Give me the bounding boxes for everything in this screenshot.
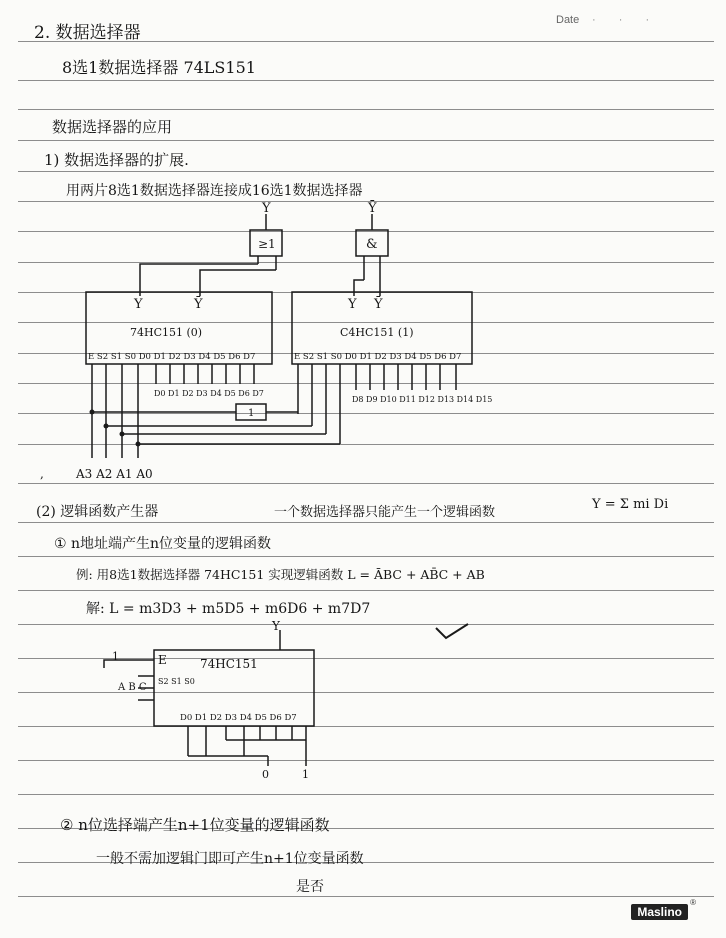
example-text: 例: 用8选1数据选择器 74HC151 实现逻辑函数 L = ĀBC + AB̄C + AB <box>76 567 485 582</box>
function-chip-name: 74HC151 <box>200 657 258 671</box>
inverter-label: 1 <box>248 408 255 419</box>
ruled-line <box>18 109 714 110</box>
item2-text: 一个数据选择器只能产生一个逻辑函数 <box>274 505 496 520</box>
item1-text: 用两片8选1数据选择器连接成16选1数据选择器 <box>66 183 363 199</box>
ruled-line <box>18 658 714 659</box>
minterm-formula: Y = Σ mi Di <box>592 497 669 512</box>
chip0-ybar-label: Ȳ <box>194 297 203 312</box>
item2-heading: (2) 逻辑函数产生器 <box>36 504 159 520</box>
chip1-ybar-label: Ȳ <box>374 297 383 312</box>
chip0-pins: E S2 S1 S0 D0 D1 D2 D3 D4 D5 D6 D7 <box>88 352 256 362</box>
chip1-y-label: Y <box>348 297 357 312</box>
sub2-text: 一般不需加逻辑门即可产生n+1位变量函数 <box>96 851 364 867</box>
ruled-line <box>18 760 714 761</box>
checkmark-icon <box>436 624 468 638</box>
ruled-line <box>18 624 714 625</box>
address-inputs: A3 A2 A1 A0 <box>76 467 153 481</box>
ruled-line <box>18 140 714 141</box>
chip1-pins: E S2 S1 S0 D0 D1 D2 D3 D4 D5 D6 D7 <box>294 352 462 362</box>
note-title: 2. 数据选择器 <box>34 23 141 43</box>
or-gate <box>250 230 282 256</box>
ruled-line <box>18 292 714 293</box>
chip0-name: 74HC151 (0) <box>130 326 203 339</box>
function-select-pins: S2 S1 S0 <box>158 677 195 686</box>
gate-or-label: ≥1 <box>258 237 276 251</box>
chip0-y-label: Y <box>134 297 143 312</box>
ruled-line <box>18 726 714 727</box>
ruled-line <box>18 483 714 484</box>
ruled-line <box>18 201 714 202</box>
function-abc-inputs: A B C <box>118 682 147 693</box>
ruled-line <box>18 692 714 693</box>
ruled-line <box>18 794 714 795</box>
chip1-name: C4HC151 (1) <box>340 326 414 339</box>
function-data-pins: D0 D1 D2 D3 D4 D5 D6 D7 <box>180 713 297 723</box>
ruled-line <box>18 590 714 591</box>
solution-text: 解: L = m3D3 + m5D5 + m6D6 + m7D7 <box>86 601 371 617</box>
ruled-line <box>18 262 714 263</box>
gate-and-label: & <box>366 237 378 252</box>
sub2-heading: ② n位选择端产生n+1位变量的逻辑函数 <box>60 816 330 834</box>
out-y-label: Y <box>262 201 271 216</box>
ruled-line <box>18 896 714 897</box>
ruled-line <box>18 522 714 523</box>
sub1-heading: ① n地址端产生n位变量的逻辑函数 <box>54 536 272 552</box>
ruled-line <box>18 231 714 232</box>
ruled-line <box>18 556 714 557</box>
ruled-line <box>18 171 714 172</box>
date-label: Date <box>556 14 580 26</box>
date-dots: · · · <box>592 14 660 26</box>
comma-mark: , <box>40 467 44 481</box>
function-output-label: Y <box>272 619 280 633</box>
sub2-end: 是否 <box>296 879 324 895</box>
function-high-level: 1 <box>302 768 309 781</box>
section-heading: 数据选择器的应用 <box>52 118 173 136</box>
ruled-line <box>18 322 714 323</box>
ruled-line <box>18 444 714 445</box>
function-enable-label: E <box>158 653 167 667</box>
ruled-line <box>18 353 714 354</box>
chip0-data-inputs: D0 D1 D2 D3 D4 D5 D6 D7 <box>154 389 264 398</box>
brand-logo: Maslino <box>631 904 688 920</box>
out-ybar-label: Ȳ <box>368 201 377 216</box>
registered-mark: ® <box>690 898 696 907</box>
item1-heading: 1) 数据选择器的扩展. <box>44 151 189 169</box>
inverter-gate <box>236 404 266 420</box>
mux-chip-function <box>154 650 314 726</box>
note-subtitle: 8选1数据选择器 74LS151 <box>62 58 256 77</box>
ruled-line <box>18 80 714 81</box>
chip1-data-inputs: D8 D9 D10 D11 D12 D13 D14 D15 <box>352 395 493 404</box>
function-enable-ground: 1 <box>112 650 119 663</box>
ruled-line <box>18 413 714 414</box>
ruled-line <box>18 383 714 384</box>
and-gate <box>356 230 388 256</box>
function-low-level: 0 <box>262 768 269 781</box>
